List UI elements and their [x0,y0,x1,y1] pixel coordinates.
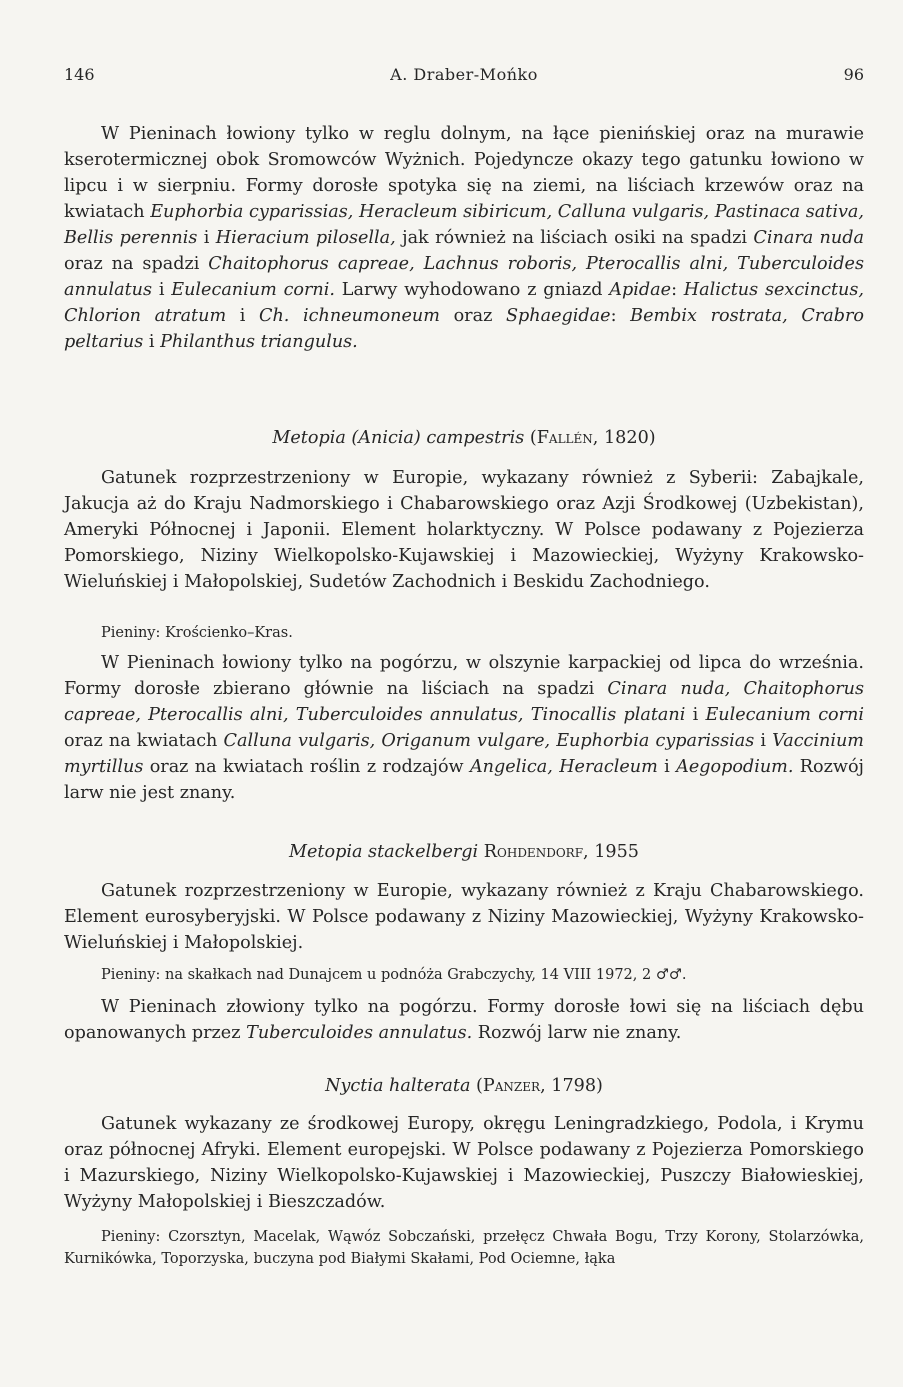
species-name: Nyctia halterata [325,1076,471,1096]
year: , 1820) [592,428,656,448]
text: : [610,306,631,326]
locality-metopia-campestris [64,622,864,644]
paragraph [64,121,864,355]
taxon: Euphorbia cyparissias, Heracleum sibiricum, Calluna vulgaris, Pastinaca sativa, Bellis perennis [64,202,864,248]
species-heading-metopia-stackelbergi [64,839,864,865]
taxon: Aegopodium. [676,757,794,777]
author: Fallén [536,428,593,448]
taxon: Philanthus triangulus. [160,332,358,352]
locality-nyctia-halterata [64,1226,864,1270]
distribution-text: Gatunek rozprzestrzeniony w Europie, wykazany również z Syberii: Zabajkale, Jakucja aż do Kraju Nadmorskiego i Chabarowskiego oraz Azji Środkowej (Uzbekistan), Ameryki Północnej i Japonii. Element holarktyczny. W Polsce podawany z Pojezierza Pomorskiego, Niziny Wielkopolsko-Kujawskiej i Mazowieckiej, Wyżyny Krakowsko-Wieluńskiej i Małopolskiej, Sudetów Zachodnich i Beskidu Zachodniego. [64,468,864,592]
distribution-text: Gatunek rozprzestrzeniony w Europie, wykazany również z Kraju Chabarowskiego. Element eurosyberyjski. W Polsce podawany z Niziny Mazowieckiej, Wyżyny Krakowsko-Wieluńskiej i Małopolskiej. [64,881,864,953]
text: W Pieninach złowiony tylko na pogórzu. Formy dorosłe łowi się na liściach dębu opanowanych przez [64,997,864,1043]
paragraph-pieniny-habitat [64,121,864,355]
distribution-text: Gatunek wykazany ze środkowej Europy, okręgu Leningradzkiego, Podola, i Krymu oraz północnej Afryki. Element europejski. W Polsce podawany z Pojezierza Pomorskiego i Mazurskiego, Niziny Wielkopolsko-Kujawskiej i Mazowieckiej, Puszczy Białowieskiej, Wyżyny Małopolskiej i Bieszczadów. [64,1114,864,1212]
species-heading [64,1073,864,1099]
taxon: Cinara nuda [753,228,864,248]
text: i [226,306,260,326]
taxon: Vaccinium myrtillus [64,731,864,777]
text: Rozwój larw nie znany. [472,1023,682,1043]
text: i [197,228,216,248]
distribution-metopia-stackelbergi [64,878,864,956]
year: , 1798) [540,1076,603,1096]
page-number-left: 146 [64,65,95,84]
text: oraz na kwiatach roślin z rodzajów [143,757,470,777]
text: ( [524,428,537,448]
text: Rozwój larw nie jest znany. [64,757,865,803]
distribution-metopia-campestris [64,465,864,595]
species-heading-nyctia-halterata [64,1073,864,1099]
taxon: Ch. ichneumoneum [259,306,440,326]
text: i [152,280,172,300]
text: Larwy wyhodowano z gniazd [334,280,610,300]
species-heading [64,839,864,865]
text: i [754,731,773,751]
species-name: Metopia (Anicia) campestris [272,428,525,448]
taxon: Sphaegidae [505,306,611,326]
locality-text: Pieniny: na skałkach nad Dunajcem u podnóża Grabczychy, 14 VIII 1972, 2 ♂♂. [101,967,687,983]
locality-text: Pieniny: Czorsztyn, Macelak, Wąwóz Sobczański, przełęcz Chwała Bogu, Trzy Korony, Stolarzówka, Kurnikówka, Toporzyska, buczyna pod Białymi Skałami, Pod Ociemne, łąka [64,1229,864,1267]
running-title: A. Draber-Mońko [390,65,538,84]
taxon: Bembix rostrata, Crabro peltarius [64,306,864,352]
text: oraz na kwiatach [64,731,224,751]
text: oraz na spadzi [64,254,209,274]
taxon: Eulecanium corni [705,705,865,725]
notes-text [64,650,864,806]
taxon: Calluna vulgaris, Origanum vulgare, Euphorbia cyparissias [223,731,755,751]
species-heading [64,425,864,451]
text: i [657,757,677,777]
taxon: Chaitophorus capreae, Lachnus roboris, Pterocallis alni, Tuberculoides annulatus [64,254,864,300]
author: Panzer [482,1076,541,1096]
notes-metopia-campestris [64,650,864,806]
notes-text [64,994,864,1046]
author: Rohdendorf [483,842,584,862]
text: i [143,332,161,352]
text: W Pieninach łowiony tylko na pogórzu, w olszynie karpackiej od lipca do września. Formy dorosłe zbierano głównie na liściach na spadzi [64,653,864,699]
taxon: Eulecanium corni. [171,280,335,300]
text: : [671,280,684,300]
taxon: Tuberculoides annulatus. [246,1023,473,1043]
text: ( [470,1076,483,1096]
taxon: Apidae [609,280,672,300]
species-heading-metopia-campestris [64,425,864,451]
text: i [685,705,706,725]
taxon: Hieracium pilosella, [215,228,396,248]
locality-metopia-stackelbergi [64,964,864,986]
year: , 1955 [583,842,639,862]
notes-metopia-stackelbergi [64,994,864,1046]
text: jak również na liściach osiki na spadzi [395,228,754,248]
page-number-right: 96 [843,65,864,84]
running-header [64,65,864,89]
taxon: Cinara nuda, Chaitophorus capreae, Pterocallis alni, Tuberculoides annulatus, Tinocallis platani [64,679,864,725]
species-name: Metopia stackelbergi [288,842,479,862]
distribution-nyctia-halterata [64,1111,864,1215]
taxon: Halictus sexcinctus, Chlorion atratum [64,280,865,326]
text: oraz [439,306,506,326]
text: W Pieninach łowiony tylko w reglu dolnym, na łące pienińskiej oraz na murawie kserotermicznej obok Sromowców Wyżnich. Pojedyncze okazy tego gatunku łowiono w lipcu i w sierpniu. Formy dorosłe spotyka się na ziemi, na liściach krzewów oraz na kwiatach [64,124,864,222]
taxon: Angelica, Heracleum [469,757,658,777]
locality-text: Pieniny: Krościenko–Kras. [101,625,293,641]
